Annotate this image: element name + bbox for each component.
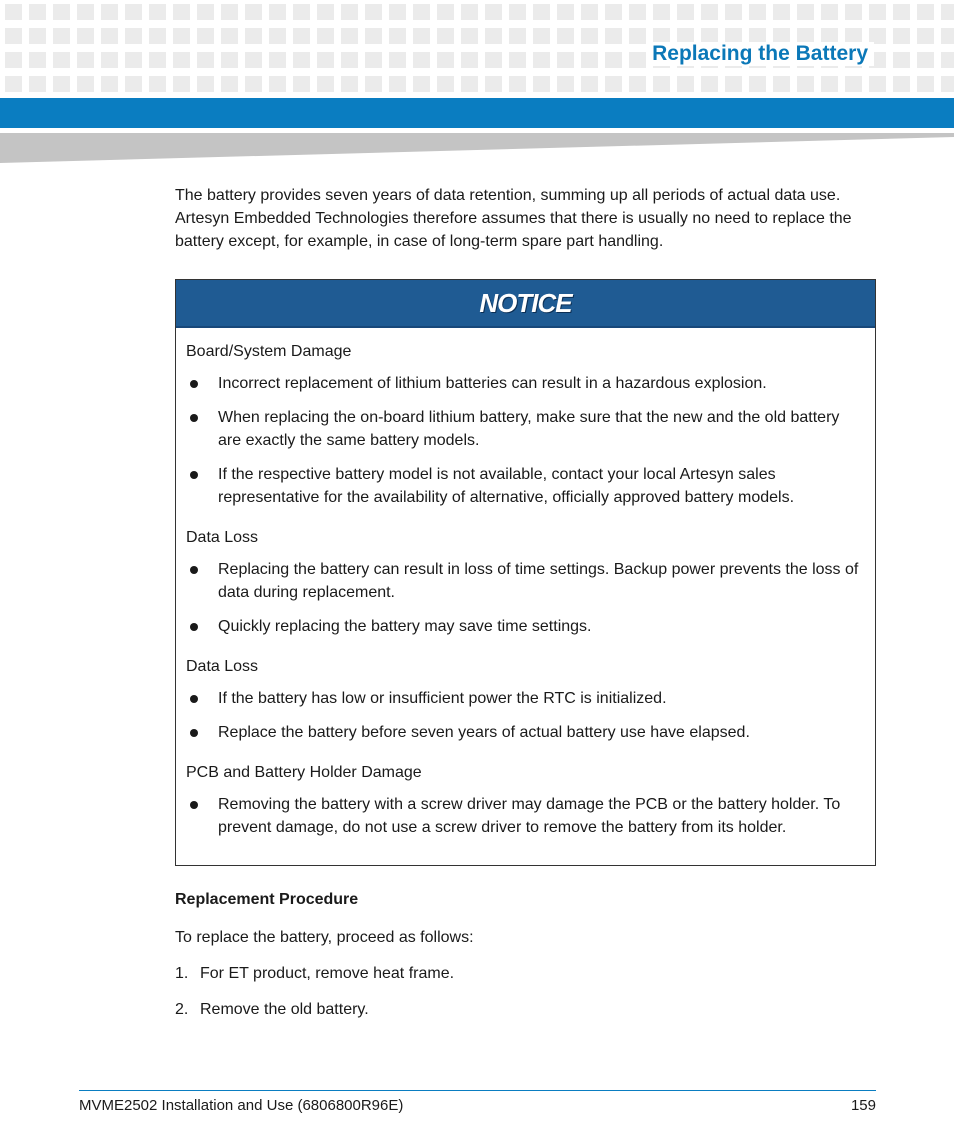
header-dot (389, 52, 406, 68)
notice-bullet: If the respective battery model is not available, contact your local Artesyn sales representative for the availability of alternative, officially approved battery models. (186, 463, 865, 509)
header-dot (365, 76, 382, 92)
header-dot (773, 76, 790, 92)
header-dot (125, 52, 142, 68)
header-dot (269, 76, 286, 92)
header-dot (245, 52, 262, 68)
notice-section-title: PCB and Battery Holder Damage (186, 764, 422, 781)
section-title: Replacing the Battery (646, 42, 874, 66)
header-dot (941, 28, 954, 44)
header-dot (461, 76, 478, 92)
header-dot (77, 4, 94, 20)
header-dot (389, 76, 406, 92)
header-dot (653, 76, 670, 92)
header-dot (629, 28, 646, 44)
header-dot (869, 76, 886, 92)
header-dot (245, 28, 262, 44)
header-dot (509, 4, 526, 20)
notice-label: NOTICE (479, 287, 572, 318)
notice-section (186, 340, 865, 509)
header-dot (53, 52, 70, 68)
header-dot (29, 52, 46, 68)
header-dot (941, 76, 954, 92)
header-dot (557, 76, 574, 92)
header-dot (293, 28, 310, 44)
header-dot (653, 4, 670, 20)
header-dot (29, 4, 46, 20)
header-dot (437, 76, 454, 92)
header-dot (293, 52, 310, 68)
header-dot (677, 76, 694, 92)
header-dot (5, 76, 22, 92)
header-dot (749, 76, 766, 92)
header-dot (173, 76, 190, 92)
notice-header (176, 280, 875, 328)
intro-block (175, 184, 876, 253)
header-dot (197, 4, 214, 20)
header-blue-band (0, 98, 954, 128)
header-dot (701, 76, 718, 92)
notice-bullet: Replace the battery before seven years of actual battery use have elapsed. (186, 721, 865, 744)
notice-bullet: If the battery has low or insufficient power the RTC is initialized. (186, 687, 865, 710)
header-dot (149, 28, 166, 44)
header-dot (701, 4, 718, 20)
notice-bullet: Quickly replacing the battery may save time settings. (186, 615, 865, 638)
notice-bullet: Replacing the battery can result in loss of time settings. Backup power prevents the loss of data during replacement. (186, 558, 865, 604)
page-number: 159 (850, 1097, 876, 1114)
header-dot (629, 52, 646, 68)
header-dot (437, 52, 454, 68)
header-dot (581, 76, 598, 92)
header-dot (509, 52, 526, 68)
header-dot (173, 52, 190, 68)
step-number: 1. (175, 965, 189, 982)
header-dot (221, 52, 238, 68)
header-dot (389, 4, 406, 20)
header-dot (509, 76, 526, 92)
header-dot (437, 28, 454, 44)
header-dot (5, 4, 22, 20)
header-dot (773, 4, 790, 20)
header-dot (341, 52, 358, 68)
header-dot (125, 4, 142, 20)
header-dot (581, 28, 598, 44)
header-dot (341, 4, 358, 20)
notice-body (176, 328, 875, 839)
header-dot (869, 4, 886, 20)
notice-section (186, 526, 865, 638)
header-dot (485, 28, 502, 44)
header-dot (317, 28, 334, 44)
header-dot (821, 76, 838, 92)
header-dot (533, 52, 550, 68)
header-dot (629, 76, 646, 92)
header-dot (101, 4, 118, 20)
header-dot (605, 52, 622, 68)
notice-bullet: Removing the battery with a screw driver may damage the PCB or the battery holder. To prevent damage, do not use a screw driver to remove the battery from its holder. (186, 793, 865, 839)
header-dot (461, 28, 478, 44)
header-dot (845, 4, 862, 20)
step-text: For ET product, remove heat frame. (200, 965, 455, 982)
header-dot (149, 76, 166, 92)
header-dot (845, 76, 862, 92)
header-dot (749, 4, 766, 20)
header-dot (221, 28, 238, 44)
procedure-lead: To replace the battery, proceed as follows: (175, 929, 474, 946)
header-dot (821, 4, 838, 20)
header-dot (893, 28, 910, 44)
header-dot (629, 4, 646, 20)
header-dot (533, 76, 550, 92)
header-dot (461, 52, 478, 68)
header-dot (413, 76, 430, 92)
notice-section (186, 761, 865, 839)
header-gray-wedge (0, 133, 954, 163)
header-dot (917, 76, 934, 92)
header-dot (917, 52, 934, 68)
header-dot (317, 76, 334, 92)
header-dot (269, 52, 286, 68)
header-dot (221, 4, 238, 20)
header-dot (125, 28, 142, 44)
header-dot (557, 4, 574, 20)
header-dot (5, 52, 22, 68)
header-dot (917, 4, 934, 20)
header-dot (893, 4, 910, 20)
step-text: Remove the old battery. (200, 1001, 369, 1018)
header-dot (29, 76, 46, 92)
header-dot (101, 76, 118, 92)
notice-section-title: Data Loss (186, 658, 259, 675)
header-dot (77, 28, 94, 44)
footer-doc-title: MVME2502 Installation and Use (6806800R96E) (79, 1097, 404, 1114)
header-dot (941, 52, 954, 68)
header-dot (53, 28, 70, 44)
header-dot (317, 4, 334, 20)
notice-section (186, 655, 865, 744)
notice-bullet: Incorrect replacement of lithium batteries can result in a hazardous explosion. (186, 372, 865, 395)
header-dot (557, 28, 574, 44)
header-dot (149, 52, 166, 68)
header-dot (173, 4, 190, 20)
header-dot (533, 28, 550, 44)
header-dot (197, 76, 214, 92)
header-dot (893, 52, 910, 68)
notice-box (175, 279, 876, 866)
header-dot (677, 4, 694, 20)
header-dot (5, 28, 22, 44)
notice-section-title: Board/System Damage (186, 343, 352, 360)
header-dot (53, 76, 70, 92)
header-dot (101, 28, 118, 44)
header-dot (269, 4, 286, 20)
header-dot (197, 28, 214, 44)
header-dot (485, 52, 502, 68)
header-dot (317, 52, 334, 68)
header-dot (725, 4, 742, 20)
notice-bullet: When replacing the on-board lithium battery, make sure that the new and the old battery are exactly the same battery models. (186, 406, 865, 452)
header-dot (509, 28, 526, 44)
header-dot (245, 76, 262, 92)
header-dot (605, 4, 622, 20)
header-dot (197, 52, 214, 68)
header-dot (557, 52, 574, 68)
header-dot (77, 52, 94, 68)
header-dot (125, 76, 142, 92)
header-dot (365, 52, 382, 68)
header-dot (413, 52, 430, 68)
header-dot (797, 4, 814, 20)
header-dot (293, 4, 310, 20)
procedure-step (175, 1001, 369, 1019)
header-dot (245, 4, 262, 20)
header-dot (365, 4, 382, 20)
header-dot (365, 28, 382, 44)
procedure-heading: Replacement Procedure (175, 891, 359, 908)
footer-rule (79, 1090, 876, 1091)
header-dot (293, 76, 310, 92)
header-dot (221, 76, 238, 92)
header-dot (581, 4, 598, 20)
intro-paragraph: The battery provides seven years of data retention, summing up all periods of actual data use. Artesyn Embedded Technologies therefore assumes that there is usually no need to replace the battery except, for example, in case of long-term spare part handling. (175, 187, 852, 250)
step-number: 2. (175, 1001, 189, 1018)
header-dot (941, 4, 954, 20)
header-dot (413, 28, 430, 44)
header-dot (917, 28, 934, 44)
header-dot (341, 76, 358, 92)
header-dot (77, 76, 94, 92)
procedure-step (175, 965, 454, 983)
header-dot (461, 4, 478, 20)
header-dot (173, 28, 190, 44)
header-dot (269, 28, 286, 44)
header-dot (149, 4, 166, 20)
header-dot (413, 4, 430, 20)
header-dot (29, 28, 46, 44)
notice-section-title: Data Loss (186, 529, 259, 546)
header-dot (581, 52, 598, 68)
header-dot (725, 76, 742, 92)
header-dot (533, 4, 550, 20)
header-dot (485, 76, 502, 92)
header-dot (893, 76, 910, 92)
header-dot (389, 28, 406, 44)
header-dot (485, 4, 502, 20)
header-dot (605, 76, 622, 92)
header-dot (341, 28, 358, 44)
header-dot (437, 4, 454, 20)
header-dot (797, 76, 814, 92)
header-dot (53, 4, 70, 20)
header-dot (101, 52, 118, 68)
header-dot (605, 28, 622, 44)
